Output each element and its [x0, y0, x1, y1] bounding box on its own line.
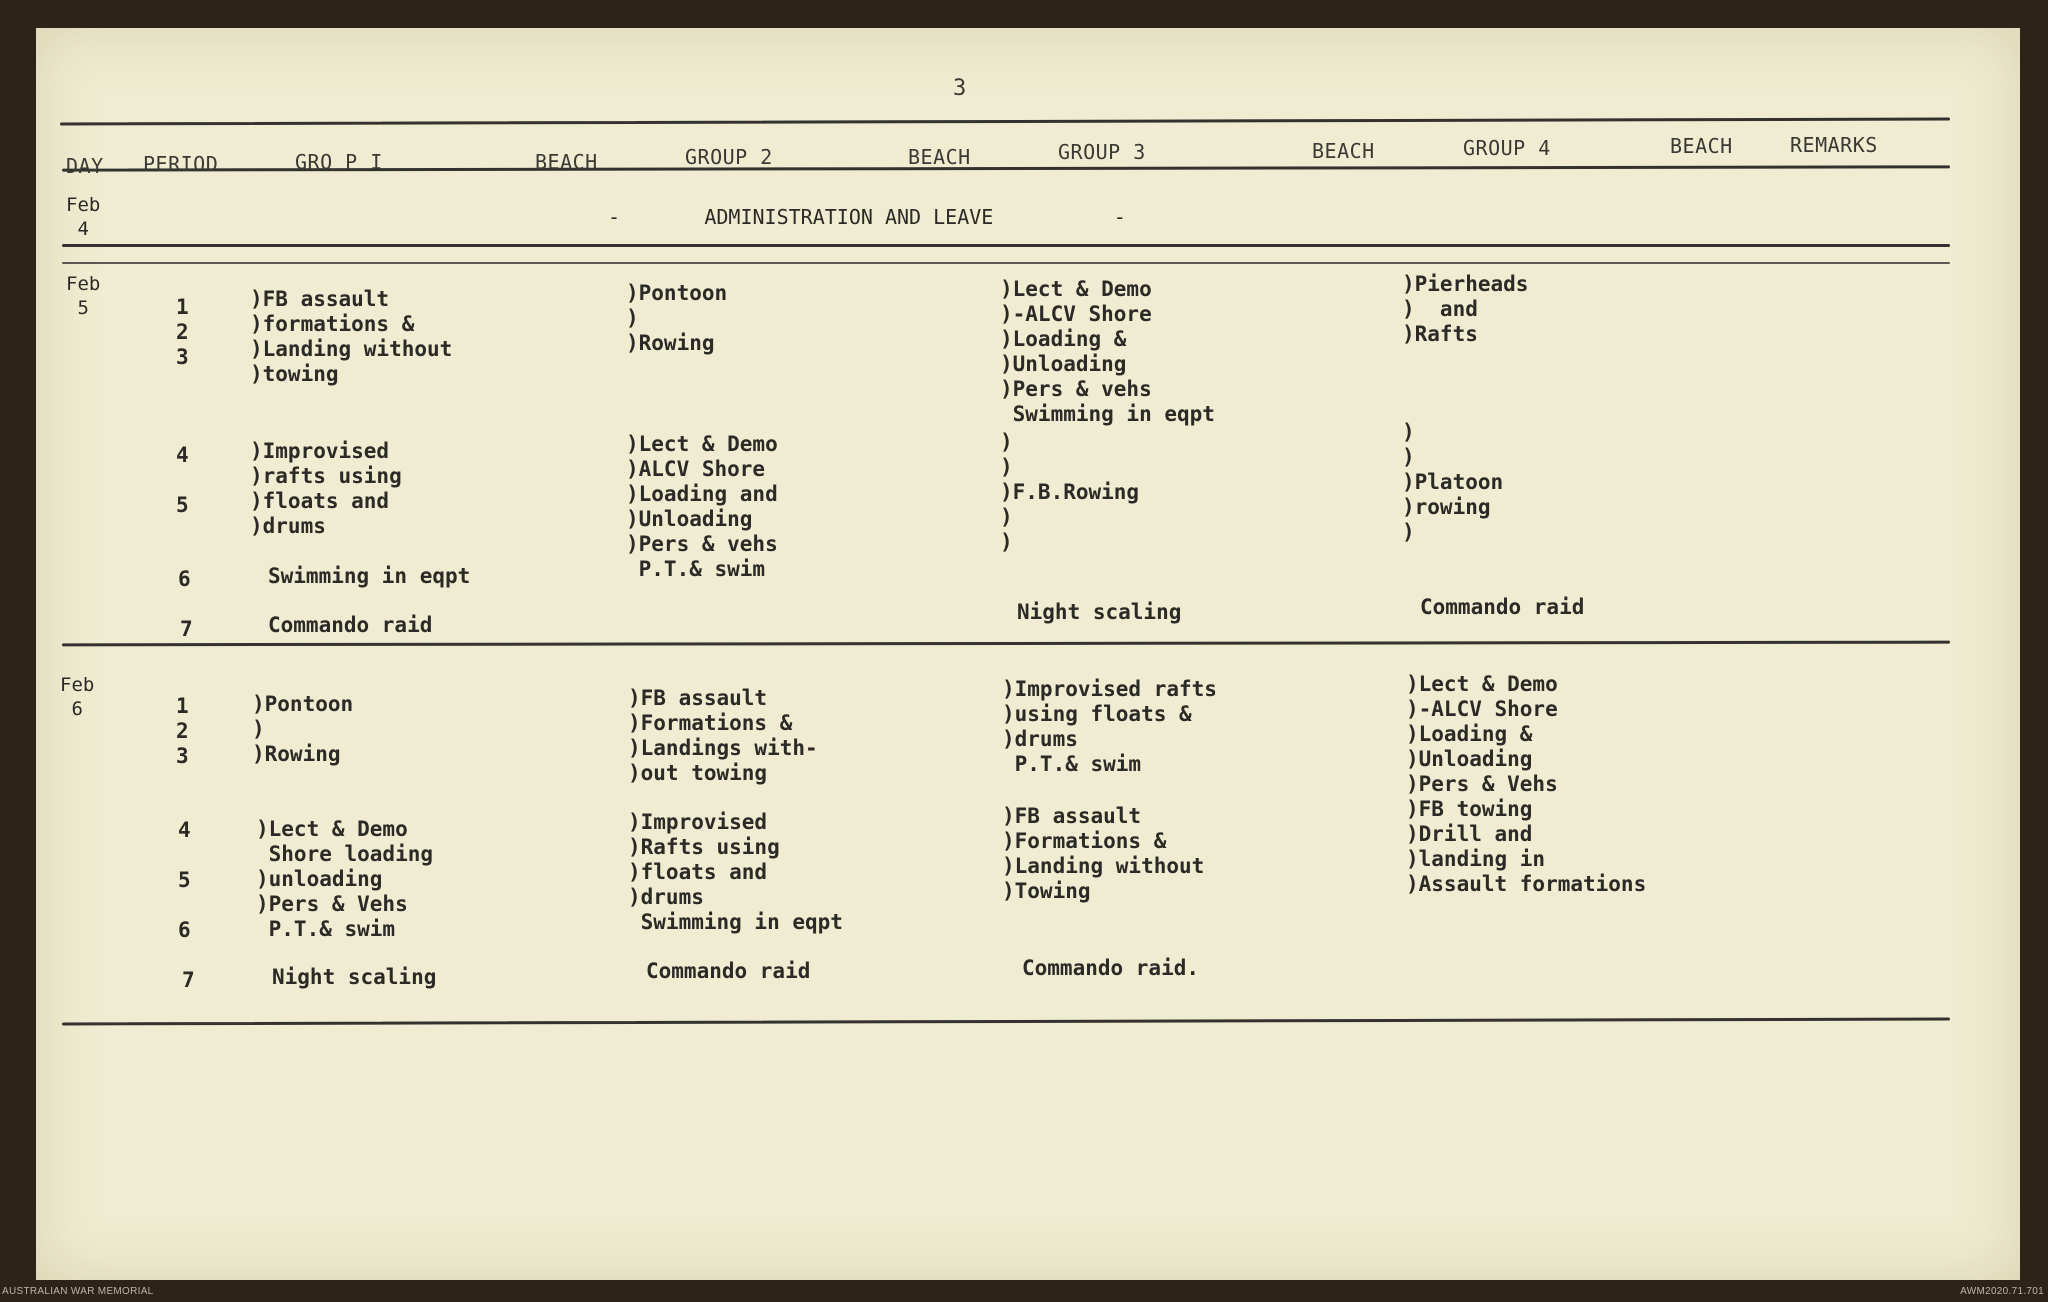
feb5-g4-b: ) ) )Platoon )rowing ) [1402, 420, 1504, 544]
feb5-g3-b: ) ) )F.B.Rowing ) ) [1000, 430, 1140, 554]
feb5-periods-1-3: 1 2 3 [176, 295, 189, 369]
feb5-period-7: 7 [180, 617, 193, 641]
header-beach4: BEACH [1670, 134, 1733, 158]
feb6-g3-a: )Improvised rafts )using floats & )drums P.T.& swim [1002, 677, 1217, 776]
feb4-day: Feb 4 [66, 194, 101, 240]
feb5-g3-a: )Lect & Demo )-ALCV Shore )Loading & )Unloading )Pers & vehs Swimming in eqpt [1000, 277, 1215, 426]
feb4-banner: - ADMINISTRATION AND LEAVE - [608, 205, 1126, 229]
header-group4: GROUP 4 [1463, 136, 1551, 160]
feb5-g4-a: )Pierheads ) and )Rafts [1402, 272, 1529, 346]
header-beach3: BEACH [1312, 139, 1375, 163]
feb5-g1-d: Commando raid [268, 613, 433, 637]
feb6-g2-b: )Improvised )Rafts using )floats and )drums Swimming in eqpt [628, 810, 843, 934]
header-period: PERIOD [143, 152, 219, 176]
feb6-g4-a: )Lect & Demo )-ALCV Shore )Loading & )Unloading )Pers & Vehs )FB towing )Drill and )landing in )Assault formations [1406, 672, 1647, 896]
feb6-periods-4-6: 4 5 6 [178, 818, 191, 942]
feb6-period-7: 7 [182, 968, 195, 992]
feb4-rule-b [62, 262, 1950, 264]
feb6-g3-b: )FB assault )Formations & )Landing without )Towing [1002, 804, 1205, 903]
feb5-g1-c: Swimming in eqpt [268, 564, 471, 588]
header-beach1: BEACH [535, 150, 598, 174]
feb5-g2-b: )Lect & Demo )ALCV Shore )Loading and )Unloading )Pers & vehs P.T.& swim [626, 432, 778, 581]
header-group3: GROUP 3 [1058, 140, 1146, 164]
feb6-g1-c: Night scaling [272, 965, 437, 989]
feb5-g1-a: )FB assault )formations & )Landing without )towing [250, 287, 453, 386]
feb6-periods-1-3: 1 2 3 [176, 694, 189, 768]
feb5-g4-c: Commando raid [1420, 595, 1585, 619]
feb5-day: Feb 5 [66, 273, 101, 319]
feb5-g2-a: )Pontoon ) )Rowing [626, 281, 728, 355]
feb6-g3-c: Commando raid. [1022, 956, 1200, 980]
feb6-g2-c: Commando raid [646, 959, 811, 983]
feb5-periods-4-5: 4 5 [176, 443, 189, 517]
header-group1: GRO P I [295, 150, 383, 174]
feb6-g2-a: )FB assault )Formations & )Landings with- )out towing [628, 686, 818, 785]
feb6-day: Feb 6 [60, 674, 95, 720]
feb5-period-6: 6 [178, 567, 191, 591]
header-group2: GROUP 2 [685, 145, 773, 169]
feb4-rule-a [62, 244, 1950, 247]
header-remarks: REMARKS [1790, 133, 1878, 157]
feb6-g1-a: )Pontoon ) )Rowing [252, 692, 354, 766]
header-beach2: BEACH [908, 145, 971, 169]
page-number: 3 [953, 76, 967, 101]
footer-right: AWM2020.71.701 [1960, 1286, 2044, 1297]
feb5-g3-c: Night scaling [1017, 600, 1182, 624]
feb5-g1-b: )Improvised )rafts using )floats and )drums [250, 439, 402, 538]
footer-left: AUSTRALIAN WAR MEMORIAL [2, 1286, 154, 1297]
header-day: DAY [66, 154, 104, 178]
feb6-g1-b: )Lect & Demo Shore loading )unloading )Pers & Vehs P.T.& swim [256, 817, 434, 941]
